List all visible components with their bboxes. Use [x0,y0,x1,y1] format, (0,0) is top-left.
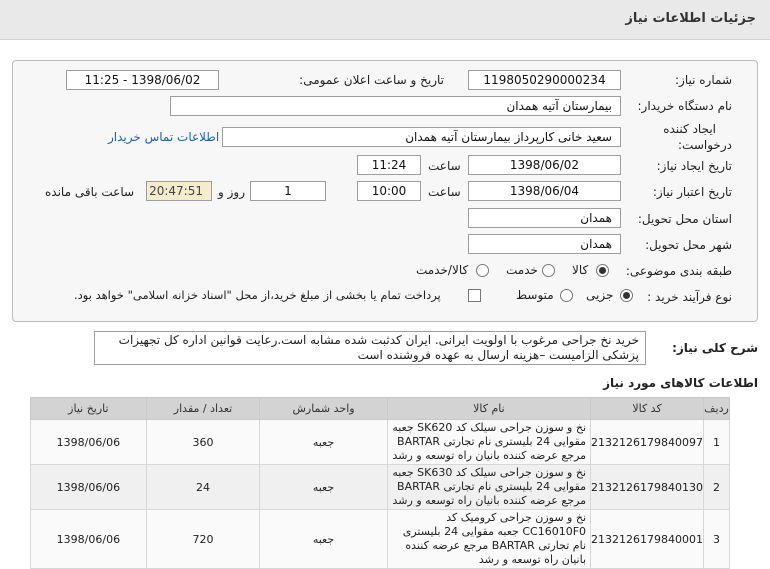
table-row [31,420,730,465]
cell-qty: 720 [146,510,260,569]
items-table-header [31,398,730,420]
description-label: شرح کلی نیاز: [672,341,758,355]
col-name: نام کالا [387,398,590,420]
treasury-bonds-checkbox[interactable] [468,289,481,302]
cell-qty: 360 [146,420,260,465]
validity-time-field: 10:00 [357,181,421,201]
col-row: ردیف [704,398,730,420]
cell-name: نخ و سوزن جراحی کرومیک کد CC16010F0 جعبه مقوایی 24 بلیستری نام تجارتی BARTAR مرجع عرضه کننده بانیان راه توسعه و رشد [387,510,590,569]
cell-unit: جعبه [260,465,388,510]
col-date: تاریخ نیاز [31,398,147,420]
province-field: همدان [468,208,621,228]
table-row [31,465,730,510]
validity-time-label: ساعت [428,185,461,199]
validity-date-field: 1398/06/04 [468,181,621,201]
province-label: استان محل تحویل: [637,212,732,226]
category-goods-service-label: کالا/خدمت [416,263,469,277]
cell-code: 2132126179840130 [591,465,704,510]
process-minor-radio[interactable] [620,289,633,302]
validity-date-label: تاریخ اعتبار نیاز: [652,185,732,199]
requester-label-line2: درخواست: [678,138,732,152]
cell-qty: 24 [146,465,260,510]
cell-name: نخ و سوزن جراحی سیلک کد SK630 جعبه مقوایی 24 بلیستری نام تجارتی BARTAR مرجع عرضه کننده بانیان راه توسعه و رشد [387,465,590,510]
table-row [31,510,730,569]
category-service-radio[interactable] [542,264,555,277]
cell-date: 1398/06/06 [31,420,147,465]
created-date-label: تاریخ ایجاد نیاز: [656,159,732,173]
page-header [0,0,770,40]
items-table [30,397,730,569]
treasury-bonds-note: پرداخت تمام یا بخشی از مبلغ خرید،از محل "اسناد خزانه اسلامی" خواهد بود. [74,288,441,302]
cell-unit: جعبه [260,420,388,465]
process-label: نوع فرآیند خرید : [647,290,732,304]
col-code: کد کالا [591,398,704,420]
col-qty: تعداد / مقدار [146,398,260,420]
process-medium-label: متوسط [516,288,554,302]
items-section-title: اطلاعات کالاهای مورد نیاز [603,376,758,390]
announce-datetime-label: تاریخ و ساعت اعلان عمومی: [299,73,444,87]
page-title: جزئیات اطلاعات نیاز [625,11,756,26]
cell-row: 2 [704,465,730,510]
announce-datetime-field: 1398/06/02 - 11:25 [66,70,219,90]
category-goods-label: کالا [572,263,589,277]
buyer-org-label: نام دستگاه خریدار: [637,99,732,113]
created-time-label: ساعت [428,159,461,173]
need-number-field: 1198050290000234 [468,70,621,90]
days-label: روز و [218,185,245,199]
category-label: طبقه بندی موضوعی: [625,264,732,278]
created-time-field: 11:24 [357,155,421,175]
days-remaining-field: 1 [250,181,326,201]
requester-label-line1: ایجاد کننده [663,122,716,136]
remaining-time-label: ساعت باقی مانده [45,185,135,199]
requester-field: سعید خانی کارپرداز بیمارستان آتیه همدان [222,127,621,147]
buyer-org-field: بیمارستان آتیه همدان [170,96,621,116]
cell-row: 1 [704,420,730,465]
need-number-label: شماره نیاز: [675,73,732,87]
remaining-time-field: 20:47:51 [146,181,212,201]
category-goods-radio[interactable] [596,264,609,277]
cell-code: 2132126179840001 [591,510,704,569]
description-box: خرید نخ جراحی مرغوب با اولویت ایرانی. ایران کدثبت شده مشابه است.رعایت قوانین اداره کل تجهیزات پزشکی الزامیست –هزینه ارسال به عهده فروشنده است [94,331,646,365]
process-medium-radio[interactable] [560,289,573,302]
cell-row: 3 [704,510,730,569]
category-goods-service-radio[interactable] [476,264,489,277]
cell-date: 1398/06/06 [31,510,147,569]
city-label: شهر محل تحویل: [645,238,732,252]
category-service-label: خدمت [506,263,538,277]
cell-unit: جعبه [260,510,388,569]
created-date-field: 1398/06/02 [468,155,621,175]
buyer-contact-link[interactable]: اطلاعات تماس خریدار [108,130,220,144]
cell-name: نخ و سوزن جراحی سیلک کد SK620 جعبه مقوایی 24 بلیستری نام تجارتی BARTAR مرجع عرضه کننده بانیان راه توسعه و رشد [387,420,590,465]
city-field: همدان [468,234,621,254]
process-minor-label: جزیی [586,288,614,302]
col-unit: واحد شمارش [260,398,388,420]
cell-code: 2132126179840097 [591,420,704,465]
cell-date: 1398/06/06 [31,465,147,510]
